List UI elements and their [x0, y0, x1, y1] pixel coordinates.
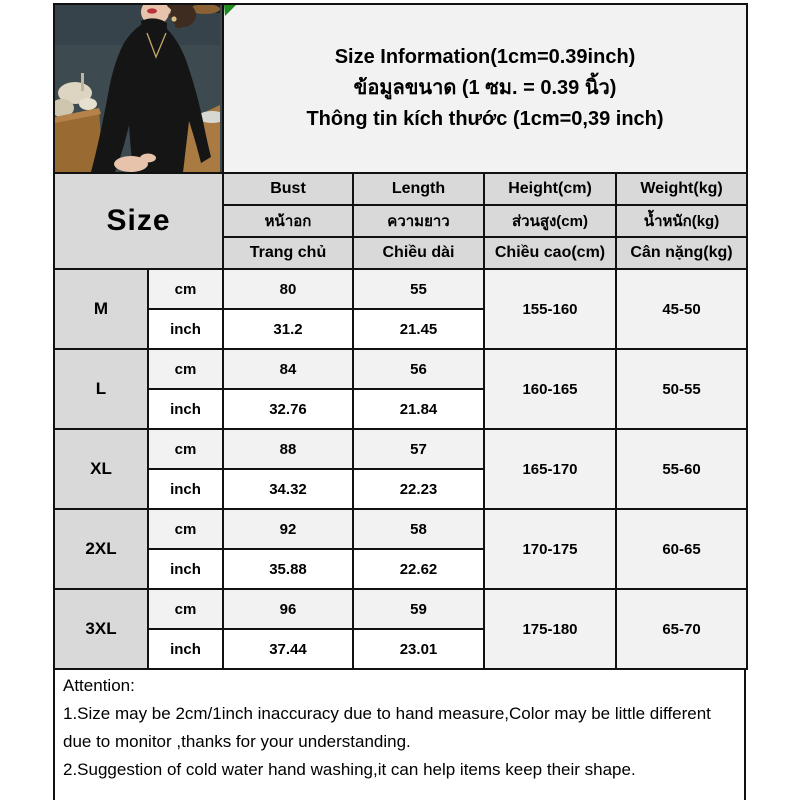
size-header-cell: Size	[54, 173, 223, 269]
height-range: 170-175	[484, 509, 616, 589]
table-row	[54, 589, 747, 629]
bust-inch-value: 34.32	[223, 469, 353, 509]
title-vietnamese: Thông tin kích thước (1cm=0,39 inch)	[306, 108, 664, 130]
length-inch-value: 22.23	[353, 469, 484, 509]
bust-inch-value: 35.88	[223, 549, 353, 589]
height-header-th: ส่วนสูง(cm)	[484, 205, 616, 237]
unit-cm: cm	[148, 349, 223, 389]
unit-cm: cm	[148, 429, 223, 469]
size-info-title-block	[223, 4, 747, 173]
length-header-en: Length	[353, 173, 484, 205]
length-header-th: ความยาว	[353, 205, 484, 237]
table-row	[54, 429, 747, 469]
unit-inch: inch	[148, 309, 223, 349]
length-cm-value: 55	[353, 269, 484, 309]
size-label-l: L	[54, 349, 148, 429]
bust-inch-value: 37.44	[223, 629, 353, 669]
unit-inch: inch	[148, 389, 223, 429]
height-range: 175-180	[484, 589, 616, 669]
unit-cm: cm	[148, 509, 223, 549]
length-inch-value: 22.62	[353, 549, 484, 589]
size-label-2xl: 2XL	[54, 509, 148, 589]
green-corner-flag-icon	[224, 5, 236, 17]
length-cm-value: 59	[353, 589, 484, 629]
attention-note-2: 2.Suggestion of cold water hand washing,it can help items keep their shape.	[63, 760, 636, 779]
weight-header-vi: Cân nặng(kg)	[616, 237, 747, 269]
length-cm-value: 58	[353, 509, 484, 549]
bust-header-en: Bust	[223, 173, 353, 205]
table-row	[54, 509, 747, 549]
length-header-vi: Chiều dài	[353, 237, 484, 269]
title-thai: ข้อมูลขนาด (1 ซม. = 0.39 นิ้ว)	[353, 77, 617, 99]
table-row	[54, 349, 747, 389]
size-label-xl: XL	[54, 429, 148, 509]
height-header-en: Height(cm)	[484, 173, 616, 205]
unit-inch: inch	[148, 549, 223, 589]
bust-cm-value: 84	[223, 349, 353, 389]
length-cm-value: 57	[353, 429, 484, 469]
length-inch-value: 21.45	[353, 309, 484, 349]
weight-header-en: Weight(kg)	[616, 173, 747, 205]
bust-inch-value: 32.76	[223, 389, 353, 429]
weight-range: 50-55	[616, 349, 747, 429]
title-english: Size Information(1cm=0.39inch)	[334, 46, 636, 68]
unit-inch: inch	[148, 469, 223, 509]
bust-cm-value: 88	[223, 429, 353, 469]
bust-inch-value: 31.2	[223, 309, 353, 349]
height-range: 165-170	[484, 429, 616, 509]
weight-header-th: น้ำหนัก(kg)	[616, 205, 747, 237]
table-row	[54, 269, 747, 309]
table-row	[54, 4, 747, 173]
height-range: 155-160	[484, 269, 616, 349]
weight-range: 65-70	[616, 589, 747, 669]
bust-header-vi: Trang chủ	[223, 237, 353, 269]
weight-range: 60-65	[616, 509, 747, 589]
unit-inch: inch	[148, 629, 223, 669]
attention-notes	[53, 668, 746, 800]
size-chart-sheet	[53, 3, 746, 800]
length-inch-value: 21.84	[353, 389, 484, 429]
weight-range: 45-50	[616, 269, 747, 349]
bust-cm-value: 96	[223, 589, 353, 629]
product-photo-illustration	[55, 5, 220, 172]
unit-cm: cm	[148, 269, 223, 309]
product-photo	[54, 4, 223, 173]
attention-heading: Attention:	[63, 676, 135, 695]
height-range: 160-165	[484, 349, 616, 429]
table-header-row-en	[54, 173, 747, 205]
weight-range: 55-60	[616, 429, 747, 509]
length-inch-value: 23.01	[353, 629, 484, 669]
length-cm-value: 56	[353, 349, 484, 389]
attention-note-1: 1.Size may be 2cm/1inch inaccuracy due to hand measure,Color may be little different due to monitor ,thanks for your understanding.	[63, 704, 711, 751]
bust-header-th: หน้าอก	[223, 205, 353, 237]
bust-cm-value: 92	[223, 509, 353, 549]
size-label-3xl: 3XL	[54, 589, 148, 669]
height-header-vi: Chiều cao(cm)	[484, 237, 616, 269]
size-table	[53, 3, 748, 670]
bust-cm-value: 80	[223, 269, 353, 309]
unit-cm: cm	[148, 589, 223, 629]
size-label-m: M	[54, 269, 148, 349]
